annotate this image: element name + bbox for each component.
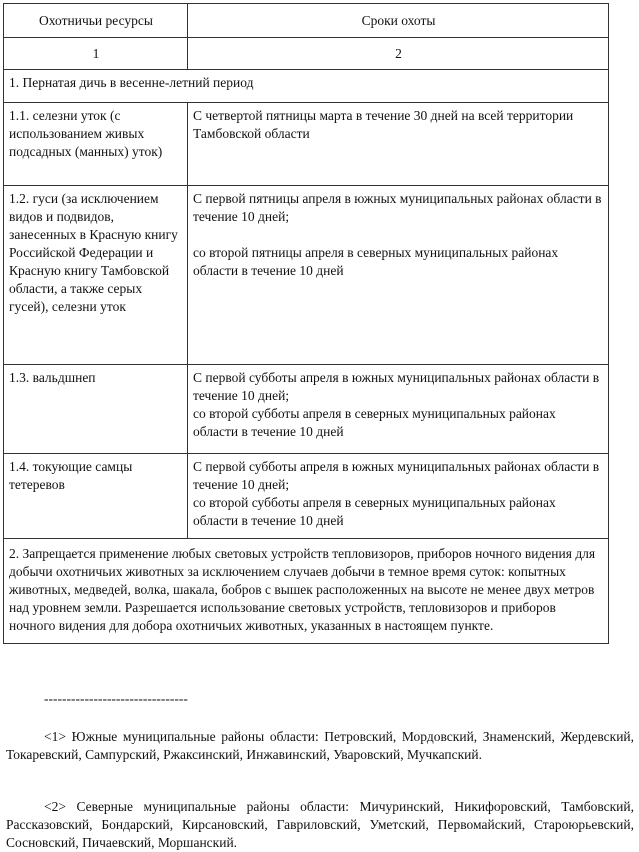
footnote-1 bbox=[6, 728, 634, 764]
period-text: С первой субботы апреля в южных муниципальных районах области в течение 10 дней; bbox=[193, 459, 600, 492]
section-2-text: 2. Запрещается применение любых световых устройств тепловизоров, приборов ночного видения для добычи охотничьих животных за исключением случаев добычи в темное время суток: копытных животных, медведей, волка, шакала, бобров с вышек расположенных на высоте не менее двух метров над уровнем земли. Разрешается использование световых устройств, тепловизоров и приборов ночного видения для добора охотничьих животных, указанных в настоящем пункте. bbox=[4, 539, 609, 644]
column-number-1: 1 bbox=[4, 38, 188, 70]
header-periods: Сроки охоты bbox=[188, 4, 609, 38]
column-number-row bbox=[4, 38, 609, 70]
period-text: со второй пятницы апреля в северных муниципальных районах области в течение 10 дней bbox=[193, 245, 559, 278]
footnote-2-text: Северные муниципальные районы области: Мичуринский, Никифоровский, Тамбовский, Рассказовский, Бондарский, Кирсановский, Гавриловский, Уметский, Первомайский, Староюрьевский, Сосновский, Пичаевский, Моршанский. bbox=[6, 799, 634, 850]
table-header-row bbox=[4, 4, 609, 38]
period-cell bbox=[188, 103, 609, 186]
period-text: С первой субботы апреля в южных муниципальных районах области в течение 10 дней; bbox=[193, 370, 600, 403]
header-resources: Охотничьи ресурсы bbox=[4, 4, 188, 38]
footnote-2-marker: <2> bbox=[44, 799, 66, 814]
resource-cell: 1.4. токующие самцы тетеревов bbox=[4, 454, 188, 539]
footnote-1-marker: <1> bbox=[44, 729, 66, 744]
period-cell bbox=[188, 186, 609, 365]
period-text: С четвертой пятницы марта в течение 30 дней на всей территории Тамбовской области bbox=[193, 108, 574, 141]
resource-cell: 1.3. вальдшнеп bbox=[4, 365, 188, 454]
table-row bbox=[4, 186, 609, 365]
resource-cell: 1.1. селезни уток (с использованием живых подсадных (манных) уток) bbox=[4, 103, 188, 186]
period-cell bbox=[188, 365, 609, 454]
column-number-2: 2 bbox=[188, 38, 609, 70]
table-row bbox=[4, 365, 609, 454]
section-2-row bbox=[4, 539, 609, 644]
period-text: со второй субботы апреля в северных муниципальных районах области в течение 10 дней bbox=[193, 406, 556, 439]
footnote-separator: -------------------------------- bbox=[44, 691, 188, 706]
table-row bbox=[4, 103, 609, 186]
section-1-title: 1. Пернатая дичь в весенне-летний период bbox=[4, 70, 609, 103]
section-1-row bbox=[4, 70, 609, 103]
footnote-1-text: Южные муниципальные районы области: Петровский, Мордовский, Знаменский, Жердевский, Токаревский, Сампурский, Ржаксинский, Инжавинский, Уваровский, Мучкапский. bbox=[6, 729, 635, 762]
period-text: С первой пятницы апреля в южных муниципальных районах области в течение 10 дней; bbox=[193, 191, 602, 224]
table-row bbox=[4, 454, 609, 539]
hunting-periods-table bbox=[3, 3, 609, 644]
footnote-2 bbox=[6, 798, 634, 852]
period-cell bbox=[188, 454, 609, 539]
resource-cell: 1.2. гуси (за исключением видов и подвидов, занесенных в Красную книгу Российской Федерации и Красную книгу Тамбовской области, а также серых гусей), селезни уток bbox=[4, 186, 188, 365]
period-text: со второй субботы апреля в северных муниципальных районах области в течение 10 дней bbox=[193, 495, 556, 528]
